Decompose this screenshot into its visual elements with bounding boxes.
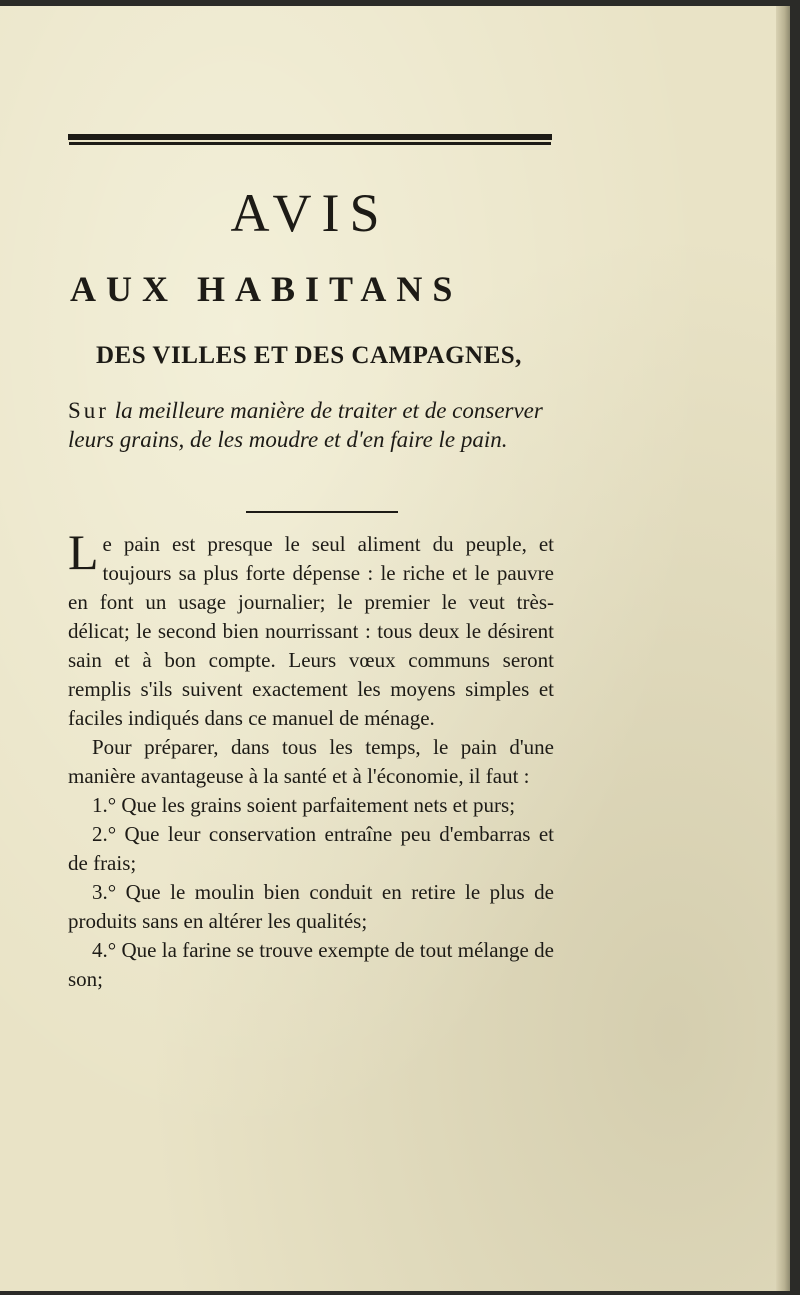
body-text — [68, 524, 554, 994]
list-item: 4.° Que la farine se trouve exempte de tout mélange de son; — [68, 938, 554, 991]
paragraph-1 — [68, 524, 554, 733]
title-avis: AVIS — [230, 183, 390, 243]
drop-cap: L — [68, 524, 99, 580]
title-villes-campagnes: DES VILLES ET DES CAMPAGNES, — [96, 342, 522, 369]
list-item: 1.° Que les grains soient parfaitement nets et purs; — [92, 793, 516, 817]
list-item: 3.° Que le moulin bien conduit en retire le plus de produits sans en altérer les qualités; — [68, 880, 554, 933]
page-edge — [776, 6, 790, 1291]
document-page — [0, 6, 790, 1291]
list-item: 2.° Que leur conservation entraîne peu d'embarras et de frais; — [68, 822, 554, 875]
paragraph-2: Pour préparer, dans tous les temps, le pain d'une manière avantageuse à la santé et à l'économie, il faut : — [68, 735, 554, 788]
subtitle — [68, 396, 568, 454]
subtitle-lead: Sur — [68, 398, 109, 423]
paragraph-1-text: e pain est presque le seul aliment du peuple, et toujours sa plus forte dépense : le riche et le pauvre en font un usage journalier; le premier le veut très-délicat; le second bien nourrissant : tous deux le désirent sain et à bon compte. Leurs vœux communs seront remplis s'ils suivent exactement les moyens simples et faciles indiqués dans ce manuel de ménage. — [68, 532, 554, 730]
title-aux-habitans: AUX HABITANS — [70, 269, 463, 309]
middle-rule — [246, 511, 398, 513]
top-rule — [68, 134, 552, 142]
subtitle-rest: la meilleure manière de traiter et de conserver leurs grains, de les moudre et d'en faire le pain. — [68, 398, 543, 452]
